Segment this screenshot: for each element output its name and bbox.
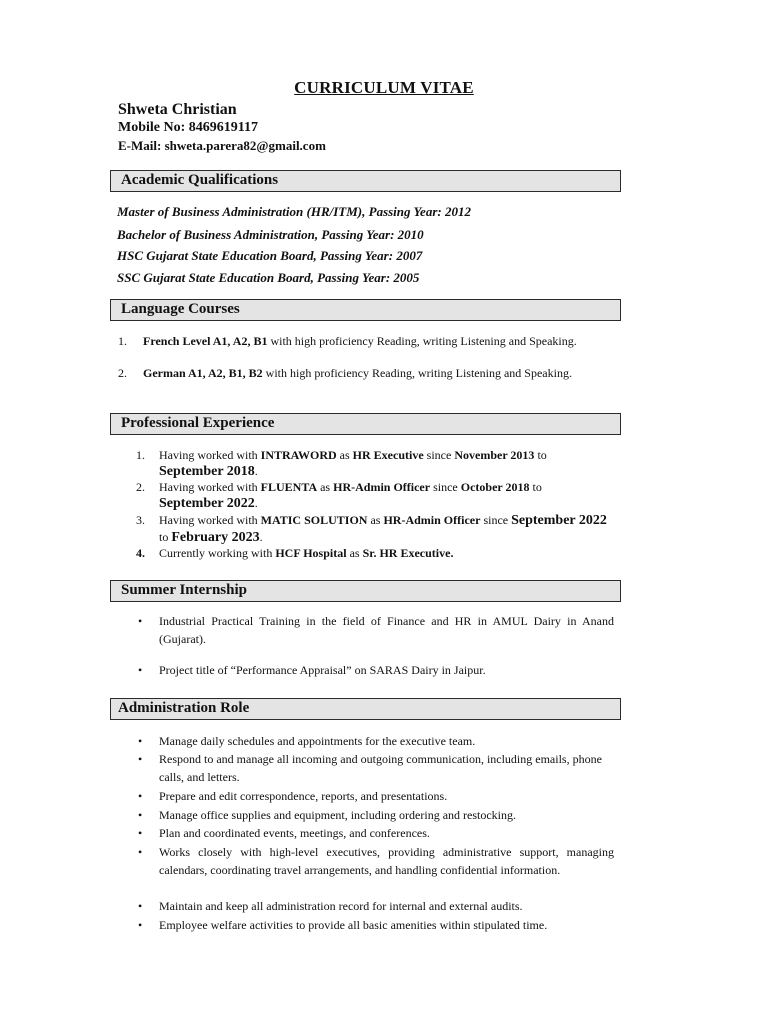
- list-number: 2.: [118, 366, 127, 380]
- section-heading: Professional Experience: [121, 415, 275, 431]
- admin-duty: Maintain and keep all administration record for internal and external audits.: [159, 899, 523, 913]
- text: .: [259, 530, 263, 544]
- text: as: [367, 513, 384, 527]
- list-item: [138, 661, 614, 679]
- admin-duty: Plan and coordinated events, meetings, and conferences.: [159, 826, 430, 840]
- language-description: with high proficiency Reading, writing Listening and Speaking.: [262, 366, 572, 380]
- admin-duty: Works closely with high-level executives, providing administrative support, managing calendars, coordinating travel arrangements, and handling confidential information.: [159, 845, 614, 877]
- text: to: [534, 448, 547, 462]
- section-heading: Language Courses: [121, 301, 240, 317]
- experience-item: [136, 545, 621, 561]
- language-item: [118, 333, 608, 349]
- company-name: INTRAWORD: [260, 448, 337, 462]
- experience-item: [136, 479, 621, 512]
- list-item: [138, 732, 614, 750]
- text: to: [529, 480, 542, 494]
- list-item: [138, 897, 614, 915]
- section-language-courses: [110, 299, 621, 321]
- internship-text: Project title of “Performance Appraisal” on SARAS Dairy in Jaipur.: [159, 663, 486, 677]
- section-summer-internship: [110, 580, 621, 602]
- text: since: [430, 480, 461, 494]
- qualification-item: Master of Business Administration (HR/ITM), Passing Year: 2012: [117, 204, 471, 219]
- end-date: February 2023: [171, 530, 260, 545]
- bullet-icon: •: [138, 663, 143, 677]
- admin-duty: Employee welfare activities to provide all basic amenities within stipulated time.: [159, 918, 548, 932]
- start-date: November 2013: [454, 448, 535, 462]
- language-description: with high proficiency Reading, writing Listening and Speaking.: [267, 334, 577, 348]
- company-name: FLUENTA: [260, 480, 318, 494]
- text: as: [336, 448, 353, 462]
- company-name: MATIC SOLUTION: [260, 513, 368, 527]
- bullet-icon: •: [138, 789, 143, 803]
- text: to: [159, 530, 172, 544]
- document-title: CURRICULUM VITAE: [294, 78, 474, 97]
- section-heading: Summer Internship: [121, 582, 247, 598]
- experience-item: [136, 447, 621, 480]
- internship-text: Industrial Practical Training in the field of Finance and HR in AMUL Dairy in Anand (Gujarat).: [159, 614, 614, 646]
- section-professional-experience: [110, 413, 621, 435]
- company-name: HCF Hospital: [275, 546, 347, 560]
- list-number: 2.: [136, 480, 145, 494]
- end-date: September 2018: [159, 464, 255, 479]
- bullet-icon: •: [138, 614, 143, 628]
- start-date: September 2022: [511, 513, 607, 528]
- qualification-item: Bachelor of Business Administration, Passing Year: 2010: [117, 227, 424, 242]
- bullet-icon: •: [138, 918, 143, 932]
- list-item: [138, 843, 614, 879]
- start-date: October 2018: [460, 480, 530, 494]
- bullet-icon: •: [138, 899, 143, 913]
- text: as: [346, 546, 363, 560]
- qualification-item: HSC Gujarat State Education Board, Passing Year: 2007: [117, 248, 423, 263]
- list-item: [138, 750, 614, 786]
- experience-item: [136, 512, 621, 546]
- admin-duty: Prepare and edit correspondence, reports, and presentations.: [159, 789, 448, 803]
- qualification-item: SSC Gujarat State Education Board, Passing Year: 2005: [117, 270, 420, 285]
- text: as: [317, 480, 334, 494]
- admin-duty: Manage daily schedules and appointments for the executive team.: [159, 734, 476, 748]
- language-levels: German A1, A2, B1, B2: [143, 366, 263, 380]
- bullet-icon: •: [138, 734, 143, 748]
- section-heading: Academic Qualifications: [121, 172, 279, 188]
- section-academic-qualifications: [110, 170, 621, 192]
- text: Currently working with: [159, 546, 276, 560]
- email-address: E-Mail: shweta.parera82@gmail.com: [118, 138, 326, 153]
- candidate-name: Shweta Christian: [118, 101, 237, 118]
- bullet-icon: •: [138, 808, 143, 822]
- list-number: 4.: [136, 546, 145, 560]
- text: Having worked with: [159, 480, 261, 494]
- text: since: [480, 513, 512, 527]
- list-item: [138, 806, 614, 824]
- admin-duty: Manage office supplies and equipment, including ordering and restocking.: [159, 808, 517, 822]
- text: since: [423, 448, 455, 462]
- list-number: 1.: [118, 334, 127, 348]
- job-role: HR-Admin Officer: [383, 513, 481, 527]
- bullet-icon: •: [138, 752, 143, 766]
- job-role: Sr. HR Executive.: [362, 546, 454, 560]
- text: Having worked with: [159, 448, 261, 462]
- job-role: HR-Admin Officer: [333, 480, 431, 494]
- list-item: [138, 824, 614, 842]
- list-item: [138, 916, 614, 934]
- section-administration-role: [110, 698, 621, 720]
- text: .: [254, 496, 258, 510]
- list-item: [138, 787, 614, 805]
- mobile-number: Mobile No: 8469619117: [118, 120, 258, 135]
- bullet-icon: •: [138, 845, 143, 859]
- bullet-icon: •: [138, 826, 143, 840]
- language-item: [118, 365, 608, 381]
- text: .: [254, 464, 258, 478]
- language-levels: French Level A1, A2, B1: [143, 334, 268, 348]
- text: Having worked with: [159, 513, 261, 527]
- list-number: 1.: [136, 448, 145, 462]
- admin-duty: Respond to and manage all incoming and outgoing communication, including emails, phone calls, and letters.: [159, 752, 602, 784]
- list-number: 3.: [136, 513, 145, 527]
- section-heading: Administration Role: [118, 700, 250, 716]
- list-item: [138, 612, 614, 648]
- job-role: HR Executive: [352, 448, 424, 462]
- end-date: September 2022: [159, 496, 255, 511]
